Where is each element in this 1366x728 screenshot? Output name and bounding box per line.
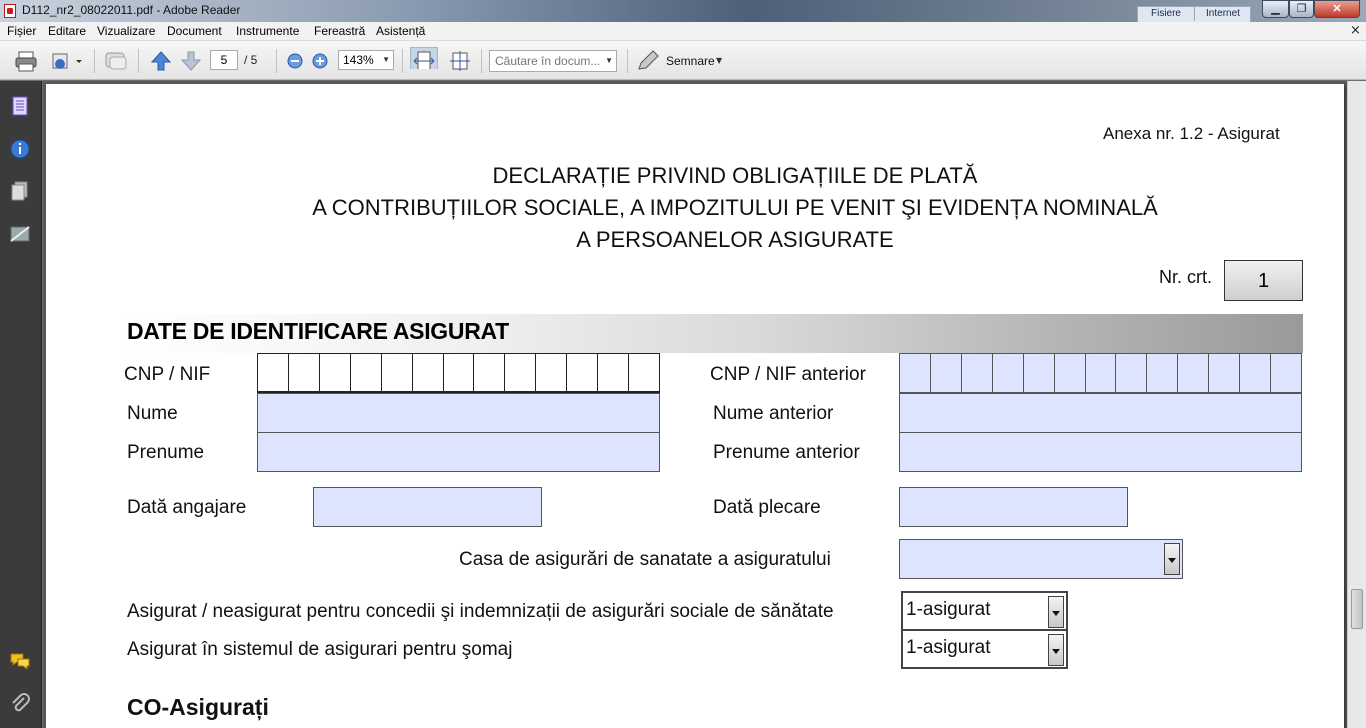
fit-width-icon[interactable] — [410, 47, 438, 69]
bookmarks-icon[interactable] — [9, 95, 31, 117]
declaration-title-line1: DECLARAȚIE PRIVIND OBLIGAȚIILE DE PLATĂ — [492, 163, 978, 188]
toolbar-separator — [402, 49, 403, 73]
casa-label: Casa de asigurări de sanatate a asiguratului — [459, 549, 831, 570]
cnp-label: CNP / NIF — [124, 364, 211, 385]
comments-icon[interactable] — [9, 650, 31, 672]
page-total: / 5 — [244, 53, 258, 67]
declaration-title-line3: A PERSOANELOR ASIGURATE — [576, 227, 894, 252]
zoom-value: 143% — [343, 53, 374, 67]
nr-crt-label: Nr. crt. — [1159, 267, 1212, 287]
navigation-panel — [0, 81, 42, 728]
share-icon[interactable] — [50, 50, 84, 72]
nume-prev-label: Nume anterior — [713, 403, 834, 424]
nume-prev-field[interactable] — [899, 393, 1302, 433]
window-title: D112_nr2_08022011.pdf - Adobe Reader — [22, 3, 241, 17]
cnp-prev-field[interactable] — [899, 353, 1302, 393]
scrollbar-thumb[interactable] — [1351, 589, 1363, 629]
prenume-field[interactable] — [257, 432, 660, 472]
page-number-input[interactable]: 5 — [210, 50, 238, 70]
chevron-down-icon: ▼ — [382, 55, 390, 64]
chevron-down-icon[interactable] — [1164, 543, 1180, 575]
menu-window[interactable]: Fereastră — [314, 24, 366, 38]
toolbar-separator — [276, 49, 277, 73]
attachments-icon[interactable] — [9, 692, 31, 714]
close-button[interactable]: ✕ — [1314, 0, 1360, 18]
declaration-title-line2: A CONTRIBUȚIILOR SOCIALE, A IMPOZITULUI PE VENIT ŞI EVIDENȚA NOMINALĂ — [312, 195, 1158, 220]
prenume-prev-label: Prenume anterior — [713, 442, 860, 463]
asig-concedii-label: Asigurat / neasigurat pentru concedii şi indemnizații de asigurări sociale de sănătate — [127, 601, 834, 622]
asig-somaj-select[interactable] — [901, 629, 1068, 669]
chevron-down-icon[interactable]: ▼ — [716, 56, 723, 65]
asig-somaj-value: 1-asigurat — [906, 637, 991, 658]
menu-edit[interactable]: Editare — [48, 24, 87, 38]
adobe-reader-icon — [4, 4, 16, 18]
pen-icon[interactable] — [636, 50, 660, 72]
chevron-down-icon[interactable] — [1048, 596, 1064, 628]
menu-view[interactable]: Vizualizare — [97, 24, 156, 38]
nume-field[interactable] — [257, 393, 660, 433]
toolbar-separator — [94, 49, 95, 73]
pages-icon[interactable] — [9, 180, 31, 202]
menu-tools[interactable]: Instrumente — [236, 24, 300, 38]
prenume-label: Prenume — [127, 442, 205, 463]
chevron-down-icon[interactable] — [1048, 634, 1064, 666]
data-angajare-label: Dată angajare — [127, 497, 247, 518]
menu-bar — [0, 22, 1366, 41]
cnp-prev-label: CNP / NIF anterior — [710, 364, 866, 385]
nr-crt-field[interactable]: 1 — [1224, 260, 1303, 301]
data-plecare-label: Dată plecare — [713, 497, 821, 518]
search-placeholder: Căutare în docum... — [495, 54, 601, 68]
data-angajare-field[interactable] — [313, 487, 542, 527]
review-icon[interactable] — [103, 50, 129, 72]
zoom-level-select[interactable] — [338, 50, 394, 70]
asig-concedii-value: 1-asigurat — [906, 599, 991, 620]
toolbar-separator — [481, 49, 482, 73]
section-header — [120, 314, 1303, 353]
cnp-field[interactable] — [257, 353, 660, 393]
signatures-icon[interactable] — [9, 223, 31, 245]
search-input[interactable] — [489, 50, 617, 72]
data-plecare-field[interactable] — [899, 487, 1128, 527]
prenume-prev-field[interactable] — [899, 432, 1302, 472]
co-asigurati-heading: CO-Asigurați — [127, 694, 269, 720]
vertical-scrollbar[interactable] — [1347, 81, 1366, 728]
asig-concedii-select[interactable] — [901, 591, 1068, 631]
toolbar-separator — [627, 49, 628, 73]
menu-document[interactable]: Document — [167, 24, 222, 38]
zoom-in-icon[interactable] — [311, 50, 329, 72]
next-page-icon[interactable] — [180, 50, 202, 72]
previous-page-icon[interactable] — [150, 50, 172, 72]
nume-label: Nume — [127, 403, 178, 424]
pdf-page — [46, 84, 1344, 728]
maximize-button[interactable]: ❐ — [1289, 0, 1314, 18]
annex-label: Anexa nr. 1.2 - Asigurat — [1103, 124, 1280, 143]
asig-somaj-label: Asigurat în sistemul de asigurari pentru şomaj — [127, 639, 513, 660]
casa-select[interactable] — [899, 539, 1183, 579]
document-viewport — [43, 81, 1347, 728]
toolbar-separator — [138, 49, 139, 73]
close-document-icon[interactable]: × — [1350, 23, 1361, 38]
toolbar — [0, 41, 1366, 80]
info-icon[interactable] — [9, 138, 31, 160]
section-title: DATE DE IDENTIFICARE ASIGURAT — [127, 318, 509, 344]
fit-page-icon[interactable] — [449, 50, 471, 72]
sign-menu-button[interactable]: Semnare — [666, 54, 715, 68]
print-icon[interactable] — [14, 50, 38, 72]
widget-tab-files[interactable]: Fisiere — [1138, 7, 1195, 21]
widget-tab-internet[interactable]: Internet — [1206, 8, 1240, 19]
zoom-out-icon[interactable] — [286, 50, 304, 72]
chevron-down-icon[interactable]: ▼ — [605, 56, 613, 65]
minimize-button[interactable]: ▁ — [1262, 0, 1289, 18]
menu-file[interactable]: Fișier — [7, 24, 37, 38]
menu-help[interactable]: Asistență — [376, 24, 426, 38]
